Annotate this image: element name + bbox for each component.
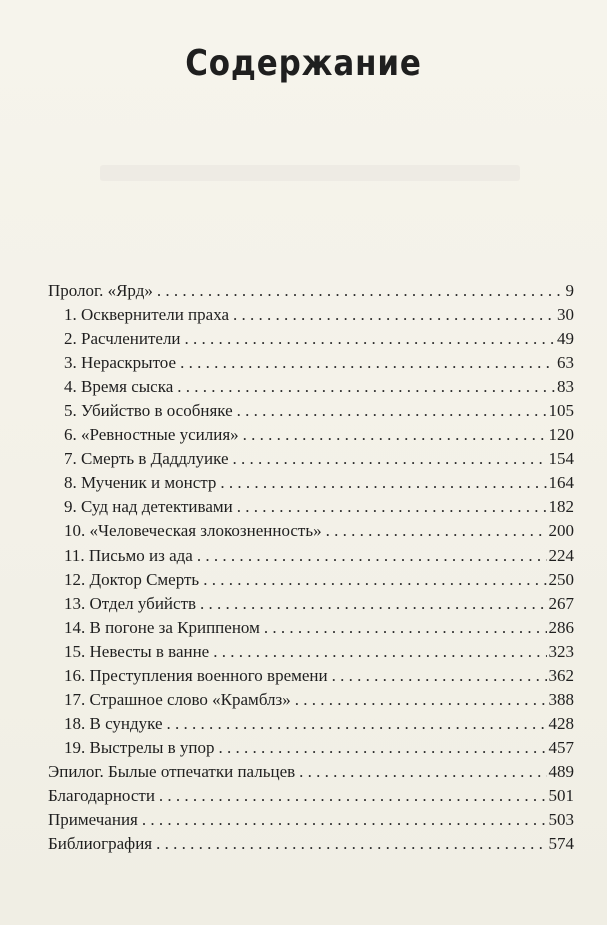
toc-entry-page-number: 154 (548, 449, 574, 469)
toc-entry-label: 9. Суд над детективами (64, 497, 233, 517)
toc-entry-label: Примечания (48, 810, 138, 830)
toc-entry (48, 786, 574, 810)
toc-entry-page-number: 362 (548, 665, 574, 685)
toc-entry (48, 305, 574, 329)
toc-entry-label: 10. «Человеческая злокозненность» (64, 521, 322, 541)
toc-entry (48, 594, 574, 618)
dot-leader (200, 594, 546, 614)
dot-leader (159, 786, 547, 806)
toc-entry-label: 4. Время сыска (64, 377, 174, 397)
toc-entry-label: 2. Расчленители (64, 329, 181, 349)
toc-entry-label: 11. Письмо из ада (64, 545, 193, 565)
toc-entry (48, 834, 574, 858)
toc-entry-page-number: 503 (548, 810, 574, 830)
dot-leader (299, 762, 546, 782)
toc-entry-page-number: 9 (565, 281, 574, 300)
toc-entry-label: Пролог. «Ярд» (48, 281, 153, 300)
toc-entry-page-number: 83 (557, 377, 574, 397)
toc-entry-label: 7. Смерть в Даддлуике (64, 449, 229, 469)
toc-entry-label: 3. Нераскрытое (64, 353, 177, 373)
toc-entry-page-number: 105 (548, 401, 574, 421)
toc-entry-page-number: 388 (548, 689, 574, 709)
dot-leader (142, 810, 547, 830)
toc-entry (48, 642, 574, 666)
toc-entry (48, 425, 574, 449)
toc-entry-page-number: 200 (548, 521, 574, 541)
toc-entry (48, 714, 574, 738)
dot-leader (203, 570, 546, 590)
toc-entry-label: 19. Выстрелы в упор (64, 737, 215, 757)
toc-entry (48, 401, 574, 425)
toc-entry-label: 15. Невесты в ванне (64, 641, 210, 661)
toc-entry (48, 762, 574, 786)
toc-entry-label: Благодарности (48, 785, 155, 805)
toc-entry-page-number: 267 (548, 593, 574, 613)
toc-entry-label: 6. «Ревностные усилия» (64, 425, 239, 445)
dot-leader (233, 449, 547, 469)
dot-leader (180, 353, 555, 373)
toc-entry (48, 521, 574, 545)
toc-entry-page-number: 457 (548, 737, 574, 757)
toc-entry-page-number: 501 (548, 785, 574, 805)
toc-entry (48, 473, 574, 497)
toc-entry-page-number: 286 (548, 617, 574, 637)
toc-entry-label: 14. В погоне за Криппеном (64, 617, 260, 637)
toc-entry-page-number: 49 (557, 329, 574, 349)
toc-entry-page-number: 120 (548, 425, 574, 445)
dot-leader (213, 642, 546, 662)
dot-leader (185, 329, 555, 349)
toc-entry (48, 377, 574, 401)
toc-entry-page-number: 250 (548, 569, 574, 589)
toc-entry-label: 16. Преступления военного времени (64, 665, 328, 685)
toc-entry-page-number: 489 (548, 761, 574, 781)
dot-leader (332, 666, 547, 686)
bleed-through-shadow (100, 165, 520, 181)
dot-leader (220, 473, 546, 493)
dot-leader (237, 497, 547, 517)
dot-leader (326, 521, 547, 541)
toc-entry (48, 546, 574, 570)
dot-leader (295, 690, 547, 710)
toc-entry-page-number: 323 (548, 641, 574, 661)
toc-entry (48, 738, 574, 762)
dot-leader (237, 401, 547, 421)
toc-entry-page-number: 428 (548, 713, 574, 733)
toc-entry-label: Эпилог. Былые отпечатки пальцев (48, 761, 296, 781)
toc-entry-page-number: 224 (548, 545, 574, 565)
toc-entry (48, 666, 574, 690)
toc-entry-label: 1. Осквернители праха (64, 305, 230, 325)
toc-entry (48, 570, 574, 594)
toc-entry-page-number: 30 (557, 305, 574, 325)
toc-entry-page-number: 574 (548, 834, 574, 854)
dot-leader (197, 546, 547, 566)
toc-entry-label: 18. В сундуке (64, 713, 163, 733)
toc-entry (48, 353, 574, 377)
toc-entry (48, 449, 574, 473)
toc-entry (48, 281, 574, 305)
toc-entry (48, 810, 574, 834)
dot-leader (177, 377, 555, 397)
dot-leader (157, 281, 564, 301)
dot-leader (156, 834, 546, 854)
toc-entry-page-number: 63 (557, 353, 574, 373)
toc-entry-label: 13. Отдел убийств (64, 593, 197, 613)
toc-entry-label: 17. Страшное слово «Крамблз» (64, 689, 291, 709)
dot-leader (233, 305, 555, 325)
toc-entry-label: 8. Мученик и монстр (64, 473, 217, 493)
table-of-contents (48, 281, 574, 858)
toc-entry-label: Библиография (48, 834, 153, 854)
toc-entry (48, 618, 574, 642)
page-title: Содержание (185, 43, 422, 84)
toc-entry (48, 329, 574, 353)
toc-entry-label: 5. Убийство в особняке (64, 401, 233, 421)
toc-entry (48, 690, 574, 714)
dot-leader (264, 618, 547, 638)
toc-entry-label: 12. Доктор Смерть (64, 569, 200, 589)
dot-leader (243, 425, 547, 445)
dot-leader (219, 738, 547, 758)
toc-entry (48, 497, 574, 521)
toc-entry-page-number: 182 (548, 497, 574, 517)
dot-leader (167, 714, 547, 734)
toc-entry-page-number: 164 (548, 473, 574, 493)
